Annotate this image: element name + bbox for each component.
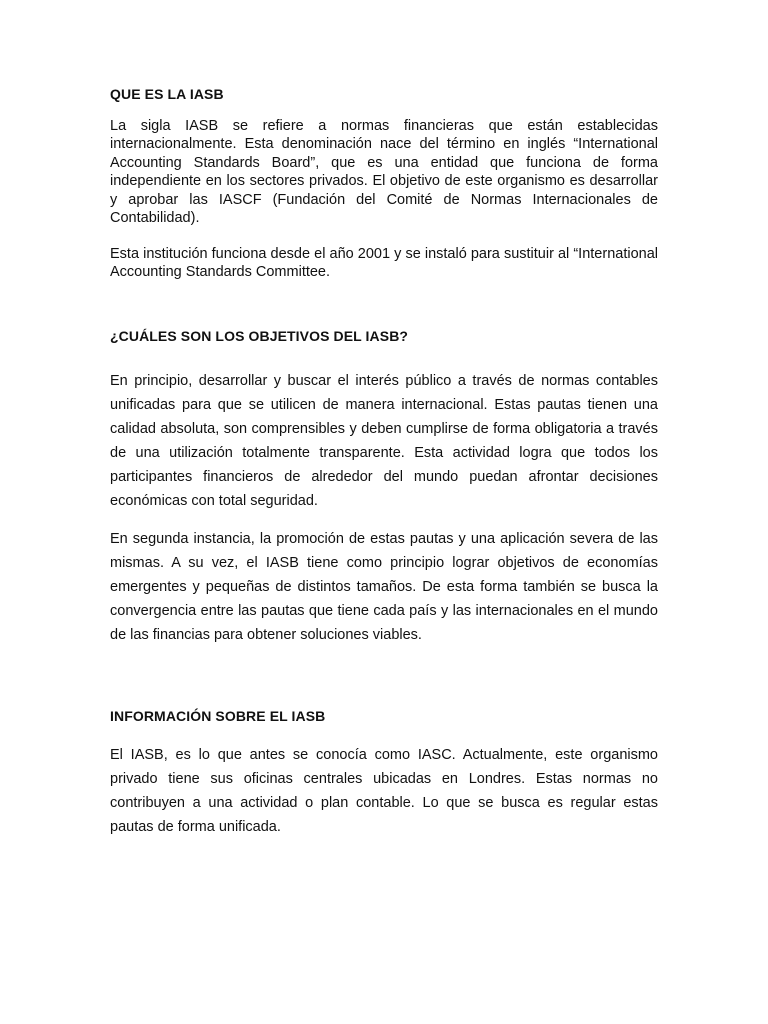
section-heading-informacion: INFORMACIÓN SOBRE EL IASB: [110, 708, 326, 724]
section-heading-que-es-la-iasb: QUE ES LA IASB: [110, 86, 224, 102]
paragraph: La sigla IASB se refiere a normas financieras que están establecidas internacionalmente. Esta denominación nace del término en inglés “International Accounting Standards Board”, que es una entidad que funciona de forma independiente en los sectores privados. El objetivo de este organismo es desarrollar y aprobar las IASCF (Fundación del Comité de Normas Internacionales de Contabilidad).: [110, 118, 658, 227]
paragraph: El IASB, es lo que antes se conocía como IASC. Actualmente, este organismo privado tiene sus oficinas centrales ubicadas en Londres. Estas normas no contribuyen a una actividad o plan contable. Lo que se busca es regular estas pautas de forma unificada.: [110, 747, 658, 835]
paragraph: En principio, desarrollar y buscar el interés público a través de normas contables unificadas para que se utilicen de manera internacional. Estas pautas tienen una calidad absoluta, son comprensibles y deben cumplirse de forma obligatoria a través de una utilización totalmente transparente. Esta actividad logra que todos los participantes financieros de alrededor del mundo puedan afrontar decisiones económicas con total seguridad.: [110, 373, 658, 509]
paragraph: En segunda instancia, la promoción de estas pautas y una aplicación severa de las mismas. A su vez, el IASB tiene como principio lograr objetivos de economías emergentes y pequeñas de distintos tamaños. De esta forma también se busca la convergencia entre las pautas que tiene cada país y las internacionales en el mundo de las financias para obtener soluciones viables.: [110, 531, 658, 643]
paragraph: Esta institución funciona desde el año 2001 y se instaló para sustituir al “International Accounting Standards Committee.: [110, 246, 658, 281]
section-heading-objetivos: ¿CUÁLES SON LOS OBJETIVOS DEL IASB?: [110, 328, 409, 344]
